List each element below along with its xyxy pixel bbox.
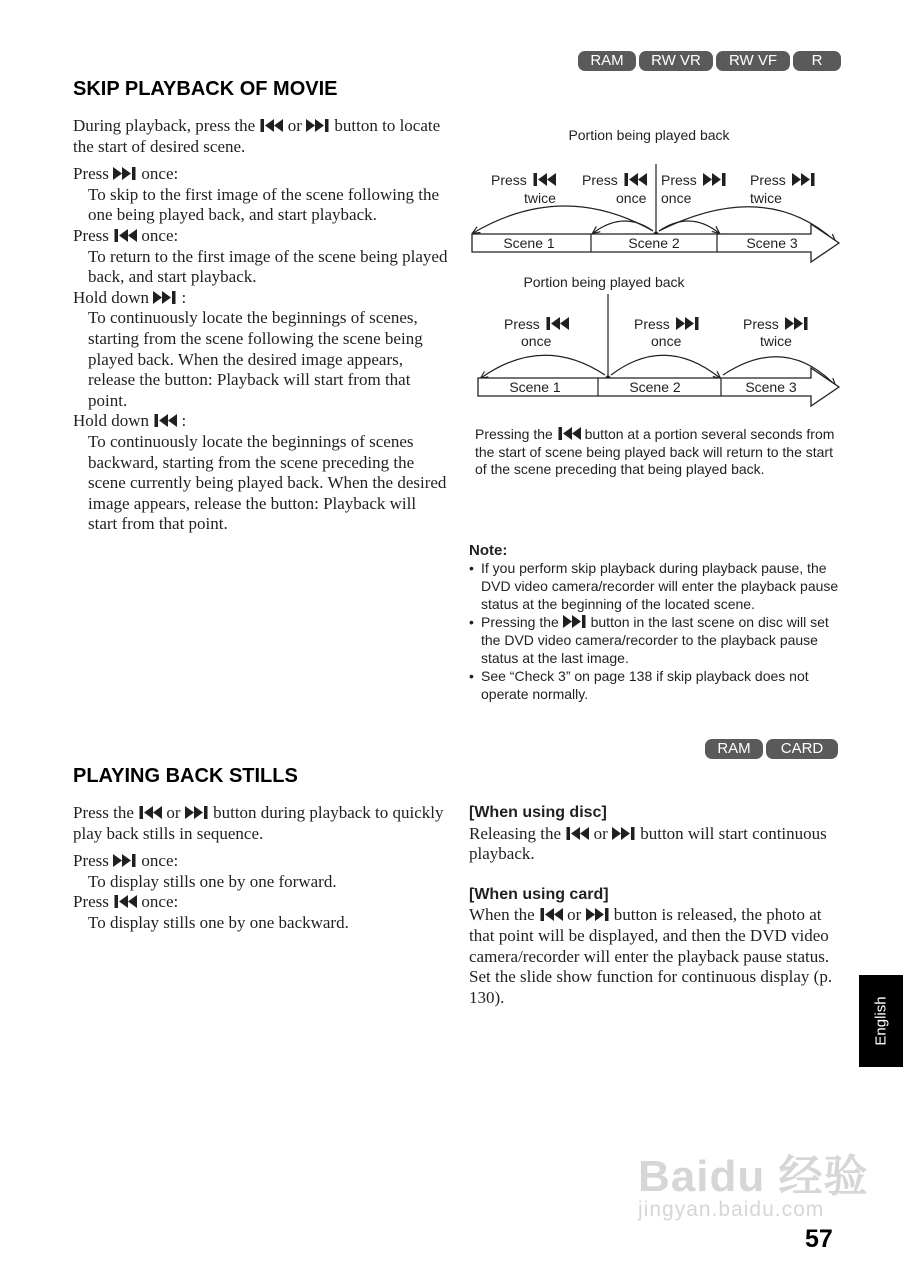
label-press-next-twice: Press [743,316,779,332]
note-item-2-post: button in the last scene on disc will set the DVD video camera/recorder to the playback pause status at the last image. [481,614,829,666]
arc-back-once [593,221,653,233]
label-press-prev-once: Press [582,172,618,188]
next-icon [792,173,815,186]
disc-heading: [When using disc] [469,804,607,821]
prev-icon [565,827,589,840]
skip-intro-or: or [287,116,302,135]
card-text [469,905,839,967]
badge-rw-vf: RW VF [716,51,790,71]
next-icon [703,173,726,186]
item-suffix: : [181,287,187,307]
arc-back-once [481,355,605,378]
stills-right-column [469,803,839,1008]
label-press-next-once: Press [661,172,697,188]
card-post: button is released, the photo at that point will be displayed, and then the DVD video camera/recorder will enter the playback pause status. [469,905,830,966]
item-suffix: once: [141,225,179,245]
skip-item-2-desc: To return to the first image of the scene being played back, and start playback. [88,246,448,287]
disc-text [469,824,839,865]
prev-icon [113,895,137,908]
item-suffix: once: [141,164,179,184]
label-once-2: once [661,190,692,206]
prev-icon [259,119,283,132]
label-press-prev-twice: Press [491,172,527,188]
skip-diagram-2 [465,268,845,410]
note-title: Note: [469,542,508,559]
item-lead: Hold down [73,411,150,431]
note-block [469,542,844,703]
label-twice-1: twice [524,190,556,206]
card-slideshow-text: Set the slide show function for continuous display (p. 130). [469,967,833,1007]
label-twice-3: twice [760,333,792,349]
scene-label: Scene 3 [745,379,797,395]
next-icon [586,908,610,921]
label-once-1: once [616,190,647,206]
stills-intro-post: button during playback to quickly play back stills in sequence. [73,803,444,843]
stills-item-2-lead [73,892,448,913]
next-icon [153,291,177,304]
disc-pre: Releasing the [469,823,562,843]
label-twice-2: twice [750,190,782,206]
language-tab [859,975,903,1067]
portion-label-2: Portion being played back [523,274,685,290]
note-item: • See “Check 3” on page 138 if skip playback does not operate normally. [469,667,844,703]
stills-intro-or: or [166,803,181,822]
scene-label: Scene 1 [509,379,561,395]
portion-label-1: Portion being played back [568,127,730,143]
watermark [638,1140,868,1222]
next-icon [306,119,330,132]
caption-pre: Pressing the [475,426,553,442]
skip-item-3-desc: To continuously locate the beginnings of scenes, starting from the scene following the scene being played back. When the desired image appears, release the button: Playback will start from that point. [88,308,423,410]
next-icon [185,806,209,819]
media-badges-stills [705,739,838,759]
arc-forward-once [611,355,720,378]
skip-diagram-1 [465,120,845,270]
note-item [469,613,844,667]
stills-item-1-lead [73,851,448,872]
badge-rw-vr: RW VR [639,51,713,71]
item-lead: Press [73,164,109,184]
next-icon [785,317,808,330]
scene-label: Scene 2 [628,235,680,251]
prev-icon [539,908,563,921]
prev-icon [547,317,570,330]
scene-label: Scene 1 [503,235,555,251]
item-lead: Press [73,225,109,245]
note-list [469,559,844,703]
diagram-caption [475,426,840,479]
badge-ram: RAM [578,51,636,71]
skip-section-title: SKIP PLAYBACK OF MOVIE [73,78,338,100]
badge-r: R [793,51,841,71]
next-icon [113,854,137,867]
badge-ram: RAM [705,739,763,759]
skip-item-1-lead [73,164,448,185]
label-once-3: once [521,333,552,349]
badge-card: CARD [766,739,838,759]
stills-item-1-desc: To display stills one by one forward. [88,871,337,891]
item-suffix: once: [141,892,179,912]
skip-section-body [73,116,448,535]
card-or: or [567,905,582,925]
skip-item-2-lead [73,226,448,247]
prev-icon [625,173,648,186]
watermark-sub: jingyan.baidu.com [638,1198,825,1221]
media-badges-top [578,51,841,71]
next-icon [113,167,137,180]
stills-section-title: PLAYING BACK STILLS [73,765,298,787]
prev-icon [557,427,581,440]
caption-post: button at a portion several seconds from the start of scene being played back will return to the start of the scene preceding that being played back. [475,426,835,477]
disc-post: button will start continuous playback. [469,823,827,864]
next-icon [612,827,636,840]
skip-item-1-desc: To skip to the first image of the scene following the one being played back, and start playback. [88,184,440,225]
card-pre: When the [469,905,535,925]
item-lead: Press [73,851,109,871]
prev-icon [138,806,162,819]
language-tab-label: English [872,996,890,1046]
scene-label: Scene 2 [629,379,681,395]
item-suffix: once: [141,851,179,871]
item-lead: Press [73,892,109,912]
item-suffix: : [181,411,187,431]
skip-item-4-desc: To continuously locate the beginnings of scenes backward, starting from the scene preceding the scene currently being played back. When the desired image appears, release the button: Playback will start from that point. [88,431,447,534]
stills-section-body [73,803,448,934]
page-number: 57 [805,1225,833,1253]
prev-icon [153,414,177,427]
note-item: • If you perform skip playback during playback pause, the DVD video camera/recorder will enter the playback pause status at the beginning of the located scene. [469,559,844,613]
skip-item-4-lead [73,411,448,432]
prev-icon [534,173,557,186]
arc-back-twice [473,206,653,233]
label-press-prev-once: Press [504,316,540,332]
scene-label: Scene 3 [746,235,798,251]
item-lead: Hold down [73,287,150,307]
disc-or: or [593,823,608,843]
stills-intro-pre: Press the [73,803,134,822]
note-title-text: Note [469,542,503,559]
label-press-next-twice: Press [750,172,786,188]
skip-intro-post: button to locate the start of desired scene. [73,116,441,156]
prev-icon [113,229,137,242]
stills-item-2-desc: To display stills one by one backward. [88,912,349,932]
note-item-2-pre: Pressing the [481,614,559,630]
card-heading: [When using card] [469,885,609,903]
skip-intro [73,116,448,157]
watermark-main: Baidu 经验 [638,1152,869,1201]
skip-item-3-lead [73,288,448,309]
skip-intro-pre: During playback, press the [73,116,256,135]
next-icon [676,317,699,330]
next-icon [563,615,587,628]
label-once-4: once [651,333,682,349]
stills-intro [73,803,448,844]
label-press-next-once: Press [634,316,670,332]
